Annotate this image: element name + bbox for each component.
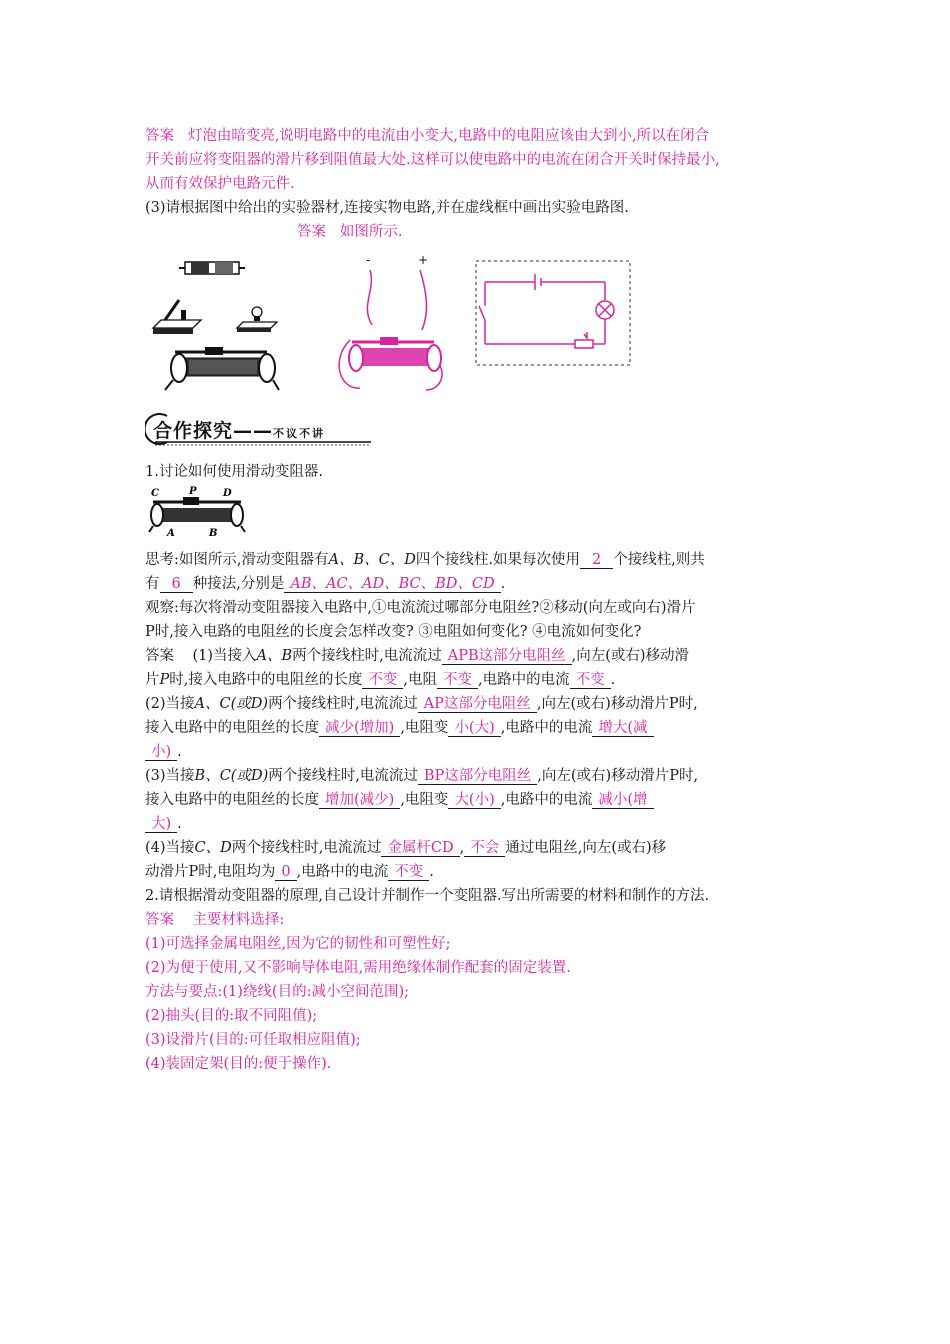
intro-answer-line-1	[145, 124, 813, 148]
terminal-d-label: D	[223, 488, 232, 499]
item-2-answer-head: 答案 主要材料选择:	[145, 912, 285, 928]
wire-icon	[420, 270, 426, 330]
terminal-c-label: C	[151, 488, 159, 499]
item-2-point-3: (3)设滑片(目的:可任取相应阻值);	[145, 1032, 361, 1048]
answer-blank: 不变	[388, 864, 429, 881]
item-2-point-4: (4)装固定架(目的:便于操作).	[145, 1056, 332, 1072]
item-2-point-2: (2)抽头(目的:取不同阻值);	[145, 1008, 318, 1024]
answer-3-line-3: 大) .	[145, 812, 813, 836]
intro-answer-line-2: 开关前应将变阻器的滑片移到阻值最大处.这样可以使电路中的电流在闭合开关时保持最小,	[145, 152, 720, 168]
item-2-method-head: 方法与要点:(1)绕线(目的:减小空间范围);	[145, 984, 410, 1000]
answer-blank: 减少(增加)	[319, 720, 400, 737]
answer-blank: 不变	[362, 672, 403, 689]
answer-blank: 金属杆CD	[381, 840, 459, 857]
bulb-icon	[237, 307, 277, 332]
intro-answer-text: 灯泡由暗变亮,说明电路中的电流由小变大,电路中的电阻应该由大到小,所以在闭合	[187, 128, 710, 144]
document-page	[145, 124, 813, 1076]
answer-blank: 大(小)	[448, 792, 500, 809]
answer-2-line-3: 小) .	[145, 740, 813, 764]
switch-symbol-icon	[479, 306, 485, 320]
answer-3-line-2: 接入电路中的电阻丝的长度 增加(减少) ,电阻变 大(小) ,电路中的电流 减小(增	[145, 788, 813, 812]
observe-line-1: 观察:每次将滑动变阻器接入电路中,①电流流过哪部分电阻丝?②移动(向左或向右)滑片	[145, 600, 696, 616]
rheostat-icon	[165, 347, 279, 390]
minus-terminal-label: -	[366, 253, 371, 267]
answer-blank: 减小(增	[592, 792, 653, 809]
answer-1-line-1: 答案 (1)当接入A、B两个接线柱时,电流流过 APB这部分电阻丝 ,向左(或右)移动滑	[145, 648, 690, 664]
answer-blank: AP这部分电阻丝	[418, 696, 537, 713]
section-title: 合作探究——不议不讲	[153, 420, 326, 442]
answer-blank: 不会	[464, 840, 505, 857]
rheostat-symbol-icon	[575, 340, 593, 348]
answer-blank: 0	[275, 864, 296, 881]
answer-blank: AB、AC、AD、BC、BD、CD	[284, 576, 500, 593]
answer-blank: 小)	[145, 744, 177, 761]
answer-4-line-2: 动滑片P时,电阻均为 0 ,电路中的电流 不变 .	[145, 864, 434, 880]
plus-terminal-label: +	[418, 253, 429, 267]
section-subtitle: 不议不讲	[273, 427, 326, 440]
answer-blank: 2	[580, 552, 613, 569]
answer-blank: BP这部分电阻丝	[418, 768, 537, 785]
answer-2-line-2: 接入电路中的电阻丝的长度 减少(增加) ,电阻变 小(大) ,电路中的电流 增大(减	[145, 716, 813, 740]
think-line-2: 有 6 种接法,分别是 AB、AC、AD、BC、BD、CD .	[145, 576, 506, 592]
answer-1-line-2: 片P时,接入电路中的电阻丝的长度 不变 ,电阻 不变 ,电路中的电流 不变 .	[145, 672, 616, 688]
answer-2-line-1: (2)当接A、C(或D)两个接线柱时,电流流过 AP这部分电阻丝 ,向左(或右)移动滑片P时,	[145, 696, 698, 712]
battery-icon	[179, 262, 245, 274]
question-3: (3)请根据图中给出的实验器材,连接实物电路,并在虚线框中画出实验电路图.	[145, 200, 629, 216]
rheostat-labeled-figure	[145, 486, 249, 538]
answer-blank: 增大(减	[592, 720, 653, 737]
terminal-a-label: A	[167, 528, 175, 538]
slider-p-label: P	[189, 486, 197, 497]
terminal-b-label: B	[209, 528, 218, 538]
section-header	[145, 412, 813, 446]
switch-icon	[153, 300, 201, 334]
answer-blank: 大)	[145, 816, 177, 833]
item-2-title: 2.请根据滑动变阻器的原理,自己设计并制作一个变阻器.写出所需要的材料和制作的方法.	[145, 888, 710, 904]
question-3-answer	[145, 220, 813, 244]
intro-answer-line-3: 从而有效保护电路元件.	[145, 176, 295, 192]
answer-text: 如图所示.	[339, 224, 403, 240]
answer-blank: 不变	[437, 672, 478, 689]
think-line-1: 思考:如图所示,滑动变阻器有A、B、C、D四个接线柱.如果每次使用 2 个接线柱,则共	[145, 552, 705, 568]
equipment-illustration	[145, 250, 285, 395]
answer-blank: 6	[160, 576, 193, 593]
item-2-material-1: (1)可选择金属电阻丝,因为它的韧性和可塑性好;	[145, 936, 451, 952]
answer-label: 答案	[145, 128, 174, 144]
wire-icon	[367, 270, 372, 325]
answer-blank: 增加(减少)	[319, 792, 400, 809]
rheostat-icon	[149, 497, 245, 532]
answer-4-line-1: (4)当接C、D两个接线柱时,电流流过 金属杆CD , 不会 通过电阻丝,向左(或右)移	[145, 840, 667, 856]
observe-line-2: P时,接入电路的电阻丝的长度会怎样改变? ③电阻如何变化? ④电流如何变化?	[145, 624, 642, 640]
answer-blank: APB这部分电阻丝	[442, 648, 572, 665]
answer-label: 答案	[297, 224, 326, 240]
physical-circuit-answer	[330, 250, 450, 395]
answer-3-line-1: (3)当接B、C(或D)两个接线柱时,电流流过 BP这部分电阻丝 ,向左(或右)移动滑片P时,	[145, 768, 699, 784]
figure-row	[145, 250, 813, 400]
answer-blank: 不变	[570, 672, 611, 689]
circuit-diagram	[475, 260, 631, 366]
item-1-title: 1.讨论如何使用滑动变阻器.	[145, 464, 323, 480]
item-2-material-2: (2)为便于使用,又不影响导体电阻,需用绝缘体制作配套的固定装置.	[145, 960, 571, 976]
answer-blank: 小(大)	[448, 720, 500, 737]
dashed-frame	[476, 261, 630, 365]
rheostat-icon	[349, 337, 441, 371]
